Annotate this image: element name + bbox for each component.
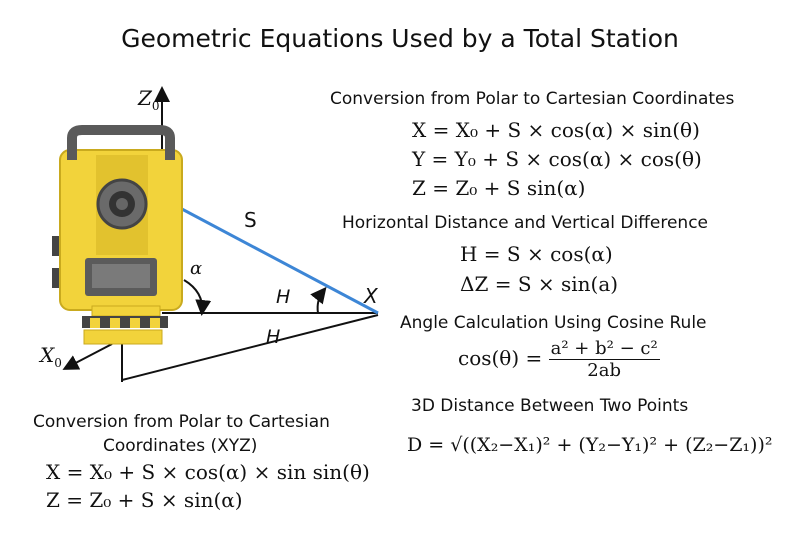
alpha-angle-label: α — [190, 258, 203, 279]
horizontal-eq-dz: ΔZ = S × sin(a) — [460, 272, 619, 296]
polar-eq-z: Z = Z₀ + S sin(α) — [412, 176, 586, 200]
x0-axis-label: $X_0$ — [40, 343, 62, 370]
slope-distance-label: S — [244, 208, 257, 232]
distance3d-equation: D = √((X₂−X₁)² + (Y₂−Y₁)² + (Z₂−Z₁))² — [407, 434, 773, 456]
xyz-heading-line2: Coordinates (XYZ) — [103, 436, 258, 456]
x-axis-line — [66, 344, 112, 368]
polar-heading: Conversion from Polar to Cartesian Coordinates — [330, 89, 735, 109]
horizontal-heading: Horizontal Distance and Vertical Difference — [342, 213, 709, 233]
xyz-eq-z: Z = Z₀ + S × sin(α) — [46, 488, 243, 512]
h-label-upper: H — [276, 286, 291, 308]
cosine-lhs: cos(θ) = — [458, 346, 543, 370]
total-station-instrument — [52, 130, 182, 344]
distance3d-heading: 3D Distance Between Two Points — [411, 396, 689, 416]
cosine-denominator: 2ab — [587, 360, 622, 381]
cosine-equation — [458, 338, 660, 381]
z0-axis-label: $Z_0$ — [138, 86, 160, 113]
cosine-numerator: a² + b² − c² — [550, 338, 658, 359]
polar-eq-x: X = X₀ + S × cos(α) × sin(θ) — [412, 118, 700, 142]
horizontal-eq-h: H = S × cos(α) — [460, 242, 613, 266]
page-title: Geometric Equations Used by a Total Station — [121, 24, 679, 53]
h-label-lower: H — [266, 326, 281, 348]
cosine-heading: Angle Calculation Using Cosine Rule — [400, 313, 707, 333]
target-x-label: X — [364, 284, 378, 308]
xyz-heading-line1: Conversion from Polar to Cartesian — [33, 412, 330, 432]
angle-arc-alpha — [184, 280, 202, 312]
cosine-fraction — [549, 338, 660, 381]
polar-eq-y: Y = Y₀ + S × cos(α) × cos(θ) — [412, 147, 702, 171]
xyz-eq-x: X = X₀ + S × cos(α) × sin sin(θ) — [46, 460, 370, 484]
angle-arc-target — [318, 290, 324, 313]
